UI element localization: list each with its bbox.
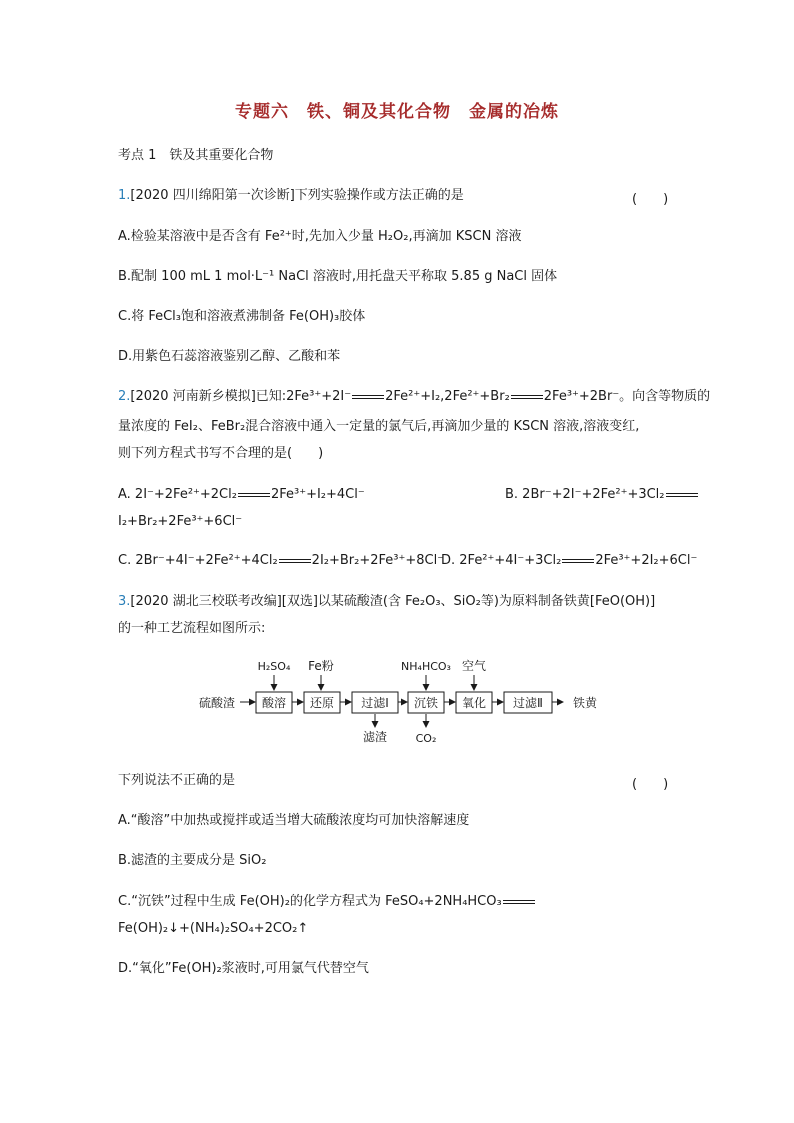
- flow-output-co2: CO₂: [415, 732, 437, 745]
- option-c-right: 2I₂+Br₂+2Fe³⁺+8Cl⁻: [311, 553, 445, 568]
- question-2-stem-line-3: 则下列方程式书写不合理的是( ): [118, 446, 324, 461]
- question-3-answer-blank: ( ): [632, 777, 669, 792]
- option-c-left: C. 2Br⁻+4I⁻+2Fe²⁺+4Cl₂: [118, 553, 278, 568]
- question-3-stem-line-1: [118, 594, 655, 610]
- question-3-stem-line-2: 的一种工艺流程如图所示:: [118, 621, 266, 636]
- question-2-option-b-continued: I₂+Br₂+2Fe³⁺+6Cl⁻: [118, 514, 243, 529]
- question-2-option-d: [441, 553, 697, 569]
- reaction-equals-sign: [279, 559, 311, 563]
- question-2-stem-line-1: [118, 389, 710, 405]
- reaction-equals-sign: [511, 395, 543, 399]
- question-1-option-d: D.用紫色石蕊溶液鉴别乙醇、乙酸和苯: [118, 349, 341, 364]
- flow-start-label: 硫酸渣: [198, 696, 236, 710]
- section-heading: 考点 1 铁及其重要化合物: [118, 148, 274, 163]
- flow-end-label: 铁黄: [572, 696, 598, 710]
- option-a-right: 2Fe³⁺+I₂+4Cl⁻: [270, 487, 365, 502]
- flow-input-fe-powder: Fe粉: [308, 659, 334, 673]
- page-title: 专题六 铁、铜及其化合物 金属的冶炼: [235, 102, 559, 122]
- question-3-text: [2020 湖北三校联考改编][双选]以某硫酸渣(含 Fe₂O₃、SiO₂等)为原料制备铁黄[FeO(OH)]: [130, 594, 656, 609]
- question-3-number: 3.: [118, 594, 131, 609]
- question-1-option-b: B.配制 100 mL 1 mol·L⁻¹ NaCl 溶液时,用托盘天平称取 5.85 g NaCl 固体: [118, 269, 558, 284]
- question-3-option-c-continued: Fe(OH)₂↓+(NH₄)₂SO₄+2CO₂↑: [118, 921, 309, 936]
- flow-step-acid-dissolve: 酸溶: [261, 696, 287, 710]
- flow-step-reduce: 还原: [309, 696, 335, 710]
- reaction-equals-sign: [503, 900, 535, 904]
- question-1-answer-blank: ( ): [632, 192, 669, 207]
- flow-step-precipitate-iron: 沉铁: [413, 696, 439, 710]
- option-c-text: C.“沉铁”过程中生成 Fe(OH)₂的化学方程式为 FeSO₄+2NH₄HCO₃: [118, 894, 502, 909]
- process-flow-diagram: [195, 655, 605, 747]
- question-1-option-c: C.将 FeCl₃饱和溶液煮沸制备 Fe(OH)₃胶体: [118, 309, 366, 324]
- question-3-ask: 下列说法不正确的是: [118, 773, 236, 788]
- question-2-equation-1-left: [2020 河南新乡模拟]已知:2Fe³⁺+2I⁻: [130, 389, 352, 404]
- question-3-option-d: D.“氧化”Fe(OH)₂浆液时,可用氯气代替空气: [118, 961, 369, 976]
- option-b-left: B. 2Br⁻+2I⁻+2Fe²⁺+3Cl₂: [505, 487, 665, 502]
- reaction-equals-sign: [238, 493, 270, 497]
- question-2-option-b: [505, 487, 699, 503]
- question-3-option-b: B.滤渣的主要成分是 SiO₂: [118, 853, 267, 868]
- question-3-option-c: [118, 894, 536, 910]
- question-2-option-a: [118, 487, 365, 503]
- question-1-number: 1.: [118, 188, 131, 203]
- flow-step-filter-1: 过滤Ⅰ: [361, 696, 389, 710]
- option-d-right: 2Fe³⁺+2I₂+6Cl⁻: [595, 553, 698, 568]
- reaction-equals-sign: [562, 559, 594, 563]
- question-1-text: [2020 四川绵阳第一次诊断]下列实验操作或方法正确的是: [130, 188, 464, 203]
- reaction-equals-sign: [352, 395, 384, 399]
- question-2-number: 2.: [118, 389, 131, 404]
- flow-step-oxidize: 氧化: [461, 696, 487, 710]
- flow-output-residue: 滤渣: [362, 730, 388, 744]
- question-2-option-c: [118, 553, 444, 569]
- question-1-option-a: A.检验某溶液中是否含有 Fe²⁺时,先加入少量 H₂O₂,再滴加 KSCN 溶液: [118, 229, 522, 244]
- question-2-stem-continued: 2Fe³⁺+2Br⁻。向含等物质的: [543, 389, 711, 404]
- option-a-left: A. 2I⁻+2Fe²⁺+2Cl₂: [118, 487, 237, 502]
- question-2-stem-line-2: 量浓度的 FeI₂、FeBr₂混合溶液中通入一定量的氯气后,再滴加少量的 KSCN 溶液,溶液变红,: [118, 419, 640, 434]
- question-1-stem: [118, 188, 464, 204]
- flow-input-h2so4: H₂SO₄: [257, 660, 291, 673]
- flow-input-nh4hco3: NH₄HCO₃: [401, 660, 451, 673]
- option-d-left: D. 2Fe²⁺+4I⁻+3Cl₂: [441, 553, 562, 568]
- question-2-equation-2-left: 2Fe²⁺+I₂,2Fe²⁺+Br₂: [385, 389, 510, 404]
- flow-input-air: 空气: [461, 659, 487, 673]
- question-3-option-a: A.“酸溶”中加热或搅拌或适当增大硫酸浓度均可加快溶解速度: [118, 813, 470, 828]
- reaction-equals-sign: [666, 493, 698, 497]
- flow-step-filter-2: 过滤Ⅱ: [513, 696, 543, 710]
